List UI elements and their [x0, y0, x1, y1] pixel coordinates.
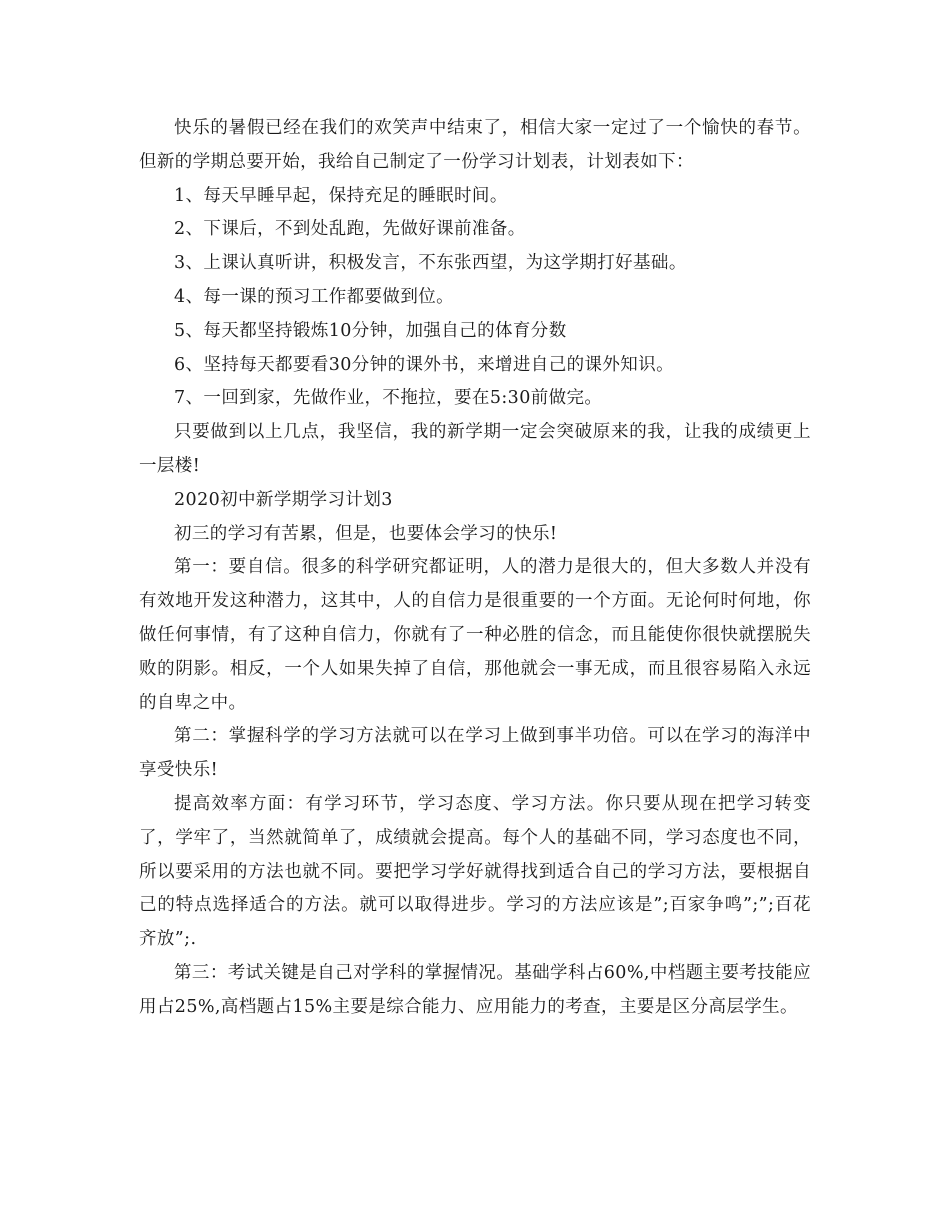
conclusion-paragraph: 只要做到以上几点，我坚信，我的新学期一定会突破原来的我，让我的成绩更上一层楼! — [139, 422, 811, 476]
point-three-paragraph: 第三：考试关键是自己对学科的掌握情况。基础学科占60%,中档题主要考技能应用占25%,高档题占15%主要是综合能力、应用能力的考查，主要是区分高层学生。 — [139, 962, 811, 1017]
point-one-paragraph: 第一：要自信。很多的科学研究都证明，人的潜力是很大的，但大多数人并没有有效地开发这种潜力，这其中，人的自信力是很重要的一个方面。无论何时何地，你做任何事情，有了这种自信力，你就有了一种必胜的信念，而且能使你很快就摆脱失败的阴影。相反，一个人如果失掉了自信，那他就会一事无成，而且很容易陷入永远的自卑之中。 — [139, 557, 811, 713]
efficiency-paragraph: 提高效率方面：有学习环节，学习态度、学习方法。你只要从现在把学习转变了，学牢了，当然就简单了，成绩就会提高。每个人的基础不同，学习态度也不同，所以要采用的方法也就不同。要把学习学好就得找到适合自己的学习方法，要根据自己的特点选择适合的方法。就可以取得进步。学习的方法应该是”;百家争鸣”;”;百花齐放”;. — [139, 793, 811, 950]
document-page — [139, 112, 811, 1025]
plan-item-1: 1、每天早睡早起，保持充足的睡眠时间。 — [174, 185, 508, 206]
point-two-paragraph: 第二：掌握科学的学习方法就可以在学习上做到事半功倍。可以在学习的海洋中享受快乐! — [139, 726, 811, 781]
plan-item-2: 2、下课后，不到处乱跑，先做好课前准备。 — [174, 219, 526, 240]
intro-paragraph: 快乐的暑假已经在我们的欢笑声中结束了，相信大家一定过了一个愉快的春节。但新的学期总要开始，我给自己制定了一份学习计划表，计划表如下： — [139, 118, 811, 172]
plan-item-7: 7、一回到家，先做作业，不拖拉，要在5:30前做完。 — [174, 388, 603, 409]
plan-item-5: 5、每天都坚持锻炼10分钟，加强自己的体育分数 — [174, 320, 567, 341]
plan-item-4: 4、每一课的预习工作都要做到位。 — [174, 286, 455, 307]
plan-item-6: 6、坚持每天都要看30分钟的课外书，来增进自己的课外知识。 — [174, 354, 674, 375]
plan-item-3: 3、上课认真听讲，积极发言，不东张西望，为这学期打好基础。 — [174, 253, 687, 274]
section-heading: 2020初中新学期学习计划3 — [174, 489, 393, 510]
section-intro: 初三的学习有苦累，但是，也要体会学习的快乐! — [174, 523, 558, 544]
